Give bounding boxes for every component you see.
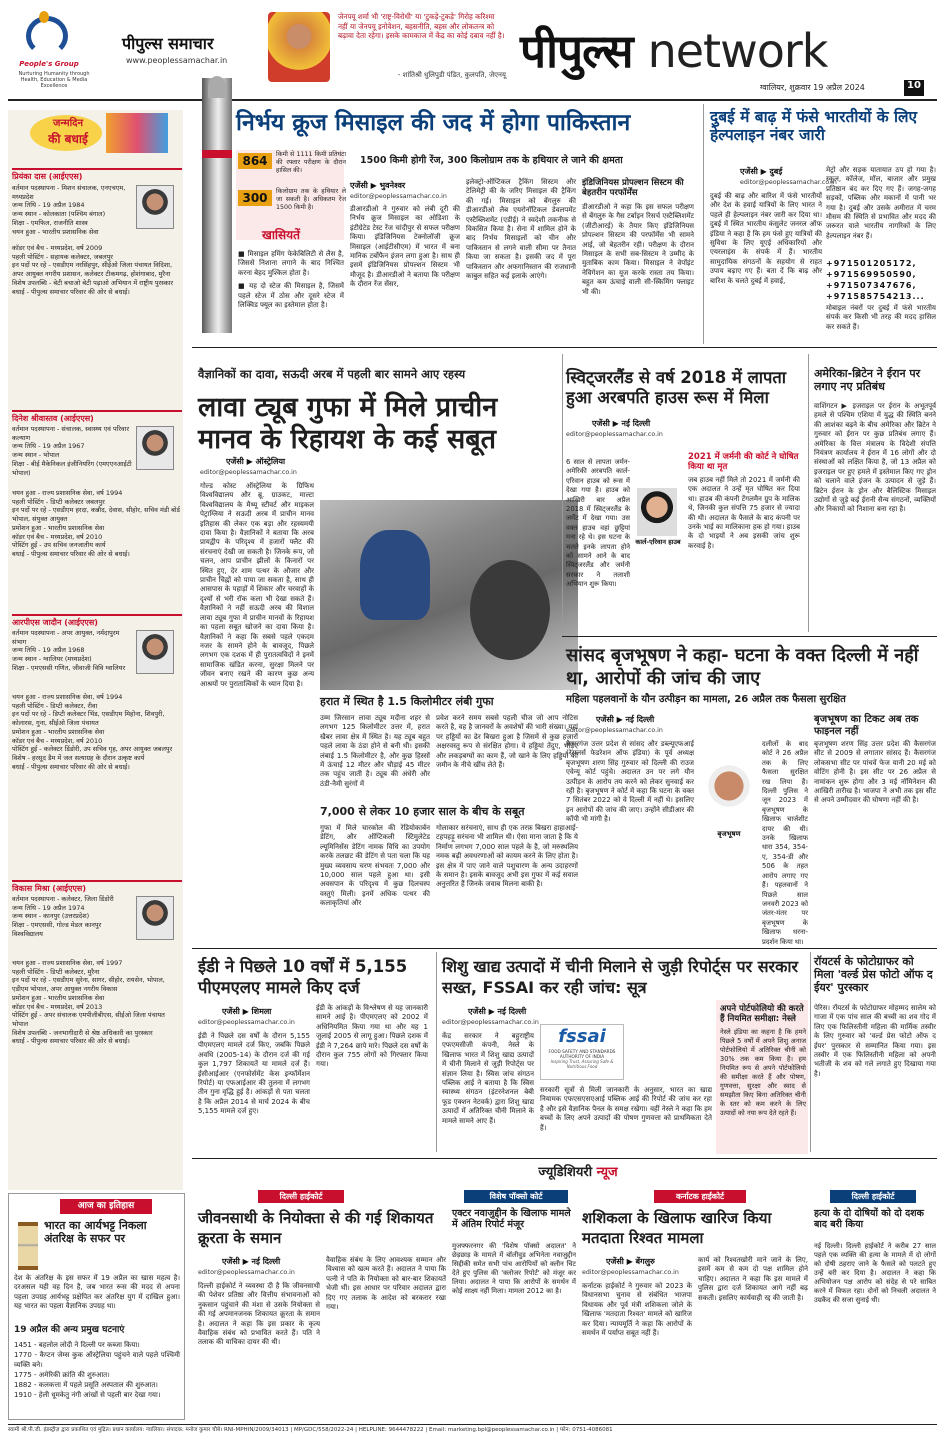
history-subhead: 19 अप्रैल की अन्य प्रमुख घटनाएं	[14, 1325, 125, 1335]
judiciary-title-a: ज्यूडिशियरी	[538, 1165, 593, 1180]
judiciary-email-1[interactable]: editor@peoplessamachar.co.in	[198, 1269, 295, 1276]
detail-line: पोस्टिंग हुई - उप सचिव जनजातीय कार्य	[12, 541, 106, 550]
person-details	[12, 184, 134, 236]
history-event: 1775 - अमेरिकी क्रांति की शुरुआत।	[14, 1371, 110, 1379]
quote-author-photo	[268, 12, 330, 82]
dubai-email[interactable]: editor@peoplessamachar.co.in	[740, 179, 837, 186]
detail-line: पहली पोस्टिंग - डिप्टी कलेक्टर जबलपुर	[12, 497, 105, 506]
haub-photo-caption: कार्ल-एरिवान हाउब	[635, 538, 681, 546]
haub-email[interactable]: editor@peoplessamachar.co.in	[566, 431, 663, 438]
iran-col1: वाशिंगटन ▶ इजराइल पर ईरान के अभूतपूर्व हमले से पश्चिम एशिया में युद्ध की स्थिति बनने की आशंका बढ़ने के बीच अमेरिका और ब्रिटेन ने गुरुवार को ईरान पर कुछ प्रतिबंध लगाए हैं। अमेरिका के वित्त मंत्रालय के विदेशी संपत्ति नियंत्रण कार्यालय ने ईरान में 16 लोगों और दो संस्थाओं को लक्षित किया है, जो 13 अप्रैल को इजराइल पर हुए हमले में इस्तेमाल किए गए ड्रोन को चलाने वाले इंजन के उत्पादन से जुड़े हैं। ब्रिटेन ईरान के ड्रोन और बैलिस्टिक मिसाइल उद्योगों से जुड़े कई ईरानी सैन्य संगठनों, व्यक्तियों और निकायों को निशाना बना रहा है।	[814, 402, 936, 514]
missile-col3: डीआरडीओ ने कहा कि इस सफल परीक्षण से बेंगलुरु के गैस टर्बाइन रिसर्च एस्टैब्लिशमेंट (जीटीआरई) के तैयार किए इंडिजिनियस प्रोपल्शन सिस्टम की परफॉर्मेंस भी सामने आई, जो बेहतरीन रही। परीक्षण के दौरान मिसाइल के सभी सब-सिस्टम ने उम्मीद के मुताबिक काम किया। मिसाइल ने वेपॉइंट नेविगेशन का यूज करके रास्ता तय किया। बहुत कम ऊंचाई वाली सी-स्किमिंग फ्लाइट भी की।	[582, 203, 694, 296]
dubai-headline: दुबई में बाढ़ में फंसे भारतीयों के लिए हेल्पलाइन नंबर जारी	[710, 108, 918, 145]
fssai-col1: केंद्र सरकार ने बहुराष्ट्रीय एफएमसीजी कंपनी, नेस्ले के खिलाफ भारत में शिशु खाद्य उत्पादों में चीनी मिलाने से जुड़ी रिपोर्ट्स पर संज्ञान लिया है। स्विस जांच संगठन पब्लिक आई ने बताया है कि स्विस स्वास्थ्य संगठन (इंटरनेशनल बेबी फूड एक्शन नेटवर्क) द्वारा शिशु खाद्य उत्पादों में अतिरिक्त चीनी मिलाने के मामले सामने आए हैं।	[442, 1032, 534, 1125]
detail-line: जन्म स्थान - कोलकाता (पश्चिम बंगाल)	[12, 210, 106, 219]
fssai-logo-text: fssai	[558, 1026, 606, 1047]
detail-line: बधाई - पीपुल्स समाचार परिवार की ओर से बधाई।	[12, 762, 130, 771]
person-name: दिनेश श्रीवास्तव (आईएएस)	[12, 410, 182, 424]
footer-imprint: स्वामी श्री.पी.जी. इंडस्ट्रीज़ द्वारा प्रकाशित एवं मुद्रित। प्रधान कार्यालय: ग्वालियर। संपादक: मनोज कुमार चौबे। RNI-MPHIN/2009/34013 | MP/GDC/558/2022-24 | HELPLINE: 9644478222 | Email: marketing.bpl@peoplessamachar.co.in | फोन: 0751-4086081	[8, 1427, 613, 1433]
detail-line: जन्म तिथि - 19 अप्रैल 1968	[12, 646, 85, 655]
judiciary-email-3[interactable]: editor@peoplessamachar.co.in	[582, 1269, 679, 1276]
person-details-cont	[12, 244, 182, 296]
person-photo	[136, 426, 174, 470]
feature-item: ■ यह दो स्टेज की मिसाइल है, जिसमें पहले स्टेज में ठोस और दूसरे स्टेज में लिक्विड फ्यूल का इस्तेमाल होता है।	[238, 282, 344, 310]
section-rule	[192, 347, 937, 348]
detail-line: विशेष उपलब्धि - बेटी बचाओ बेटी पढ़ाओ अभियान में राष्ट्रीय पुरस्कार	[12, 278, 174, 287]
history-events	[14, 1340, 180, 1400]
judiciary-text-1b: वैवाहिक संबंध के लिए आवश्यक सम्मान और विश्वास को खत्म करते हैं। अदालत ने पाया कि पत्नी ने पति के नियोक्ता को बार-बार शिकायतें भेजी थीं। इस आधार पर परिवार अदालत द्वारा दिए गए तलाक के आदेश को बरकरार रखा गया।	[326, 1256, 446, 1312]
person-name: प्रियंका दास (आईएएस)	[12, 168, 182, 182]
missile-headline: निर्भय क्रूज मिसाइल की जद में होगा पाकिस्तान	[236, 110, 631, 136]
detail-line: जन्म स्थान - ग्वालियर (मध्यप्रदेश)	[12, 655, 92, 664]
detail-line: इन पदों पर रहे - एसडीएम सुरेना, सागर, सीहोर, रायसेन, भोपाल, एडीएम भोपाल, अपर आयुक्त नगरीय विकास	[12, 976, 165, 994]
history-headline: भारत का आर्यभट्ट निकला अंतरिक्ष के सफर पर	[44, 1219, 147, 1245]
brij-col2: दलीलों के बाद कोर्ट ने 26 अप्रैल तक के लिए फैसला सुरक्षित रख लिया है। दिल्ली पुलिस ने जून 2023 में बृजभूषण के खिलाफ चार्जशीट दायर की थी। उनके खिलाफ धारा 354, 354-ए, 354-डी और 506 के तहत आरोप लगाए गए हैं। पहलवानों ने पिछले साल जनवरी 2023 को जंतर-मंतर पर बृजभूषण के खिलाफ धरना-प्रदर्शन किया था।	[762, 740, 808, 946]
detail-line: वर्तमान पदस्थापना - संचालक, स्वास्थ्य एवं परिवार कल्याण	[12, 425, 129, 442]
judiciary-text-3: कर्नाटक हाईकोर्ट ने गुरुवार को 2023 के विधानसभा चुनाव से संबंधित भाजपा विधायक और पूर्व मंत्री शशिकला जोले के खिलाफ 'मतदाता रिश्वत' मामले को खारिज कर दिया। न्यायमूर्ति ने कहा कि आरोपों के समर्थन में पर्याप्त सबूत नहीं हैं।	[582, 1282, 692, 1338]
detail-line: वर्तमान पदस्थापना - मिशन संचालक, एनएचएम, मध्यप्रदेश	[12, 184, 126, 201]
history-event: 1770 - कैप्टन जेम्स कुक ऑस्ट्रेलिया पहुंचने वाले पहले पश्चिमी व्यक्ति बने।	[14, 1351, 180, 1369]
missile-stripe	[202, 150, 232, 158]
detail-line: पहली पोस्टिंग - डिप्टी कलेक्टर, मुरैना	[12, 967, 100, 976]
stat2-number: 300	[238, 190, 272, 206]
birthday-title-a: जन्मदिन	[52, 118, 84, 129]
detail-line: शिक्षा - एमफिल, राजनीति शास्त्र	[12, 218, 88, 227]
nestle-text: नेस्ले इंडिया का कहना है कि हमने पिछले 5 वर्षों में अपने शिशु अनाज पोर्टफोलियो में अतिरिक्त चीनी को 30% तक कम किया है। हम नियमित रूप से अपने पोर्टफोलियो की समीक्षा करते हैं और पोषण, गुणवत्ता, सुरक्षा और स्वाद से समझौता किए बिना अतिरिक्त चीनी के स्तर को कम करने के लिए उत्पादों को नया रूप देते रहते हैं।	[720, 1028, 806, 1117]
detail-line: प्रमोशन हुआ - भारतीय प्रशासनिक सेवा	[12, 523, 105, 532]
history-event: 1882 - कलकत्ता में पहले प्रसूति अस्पताल की शुरुआत।	[14, 1381, 158, 1389]
haub-agency: एजेंसी ▶ नई दिल्ली	[592, 419, 651, 428]
detail-line: कॉडर एवं बैच - मध्यप्रदेश, वर्ष 2010	[12, 736, 103, 745]
section-title-network: network	[647, 24, 828, 78]
person-details	[12, 895, 134, 939]
detail-line: जन्म तिथि - 19 अप्रैल 1967	[12, 442, 85, 451]
judiciary-headline-2: एक्टर नवाजुद्दीन के खिलाफ मामले में अंतिम रिपोर्ट मंजूर	[452, 1208, 571, 1231]
cave-sub1: हरात में स्थित है 1.5 किलोमीटर लंबी गुफा	[320, 695, 494, 708]
judiciary-text-1: दिल्ली हाईकोर्ट ने व्यवस्था दी है कि जीवनसाथी की पेशेवर प्रतिष्ठा और वित्तीय संभावनाओं को नुकसान पहुंचाने की मंशा से उसके नियोक्ता से की गई अपमानजनक शिकायत क्रूरता के समान है। अदालत ने कहा कि इस प्रकार के कृत्य वैवाहिक संबंध को प्रभावित करते हैं। पति ने तलाक की याचिका दायर की थी।	[198, 1282, 320, 1347]
missile-image	[202, 78, 232, 333]
detail-line: शिक्षा - बीई मैकेनिकल इंजीनियरिंग (एमएएनआईटी भोपाल)	[12, 459, 132, 477]
detail-line: पोस्टिंग हुई - कलेक्टर डिंडोरी, उप सचिव गृह, अपर आयुक्त जबलपुर	[12, 745, 173, 754]
group-tagline: Nurturing Humanity through Health, Education & Media Excellence	[18, 71, 90, 89]
detail-line: शिक्षा - एमएससी गणित, जीवाजी विवि ग्वालियर	[12, 663, 126, 672]
phone-number[interactable]: +971501205172,	[826, 259, 917, 268]
detail-line: वर्तमान पदस्थापना - कलेक्टर, जिला डिंडोरी	[12, 895, 114, 903]
detail-line: बधाई - पीपुल्स समाचार परिवार की ओर से बधाई।	[12, 549, 130, 558]
birthday-person-3	[12, 614, 182, 628]
fssai-logo	[540, 1024, 624, 1080]
brij-agency: एजेंसी ▶ नई दिल्ली	[596, 715, 655, 724]
history-text: देश के अंतरिक्ष के इस सफर में 19 अप्रैल का खास महत्व है। दरअसल यही वह दिन है, जब भारत रूस की मदद से अपना पहला उपग्रह आर्यभट्ट प्रक्षेपित कर अंतरिक्ष युग में दाखिल हुआ। यह भारत का पहला वैज्ञानिक उपग्रह था।	[14, 1274, 180, 1311]
detail-line: बधाई - पीपुल्स समाचार परिवार की ओर से बधाई।	[12, 287, 130, 296]
history-label: आज का इतिहास	[60, 1199, 152, 1214]
detail-line: वर्तमान पदस्थापना - अपर आयुक्त, नर्मदापुरम संभाग	[12, 629, 120, 646]
ed-headline: ईडी ने पिछले 10 वर्षों में 5,155 पीएमएलए मामले किए दर्ज	[198, 957, 408, 997]
detail-line: पहली पोस्टिंग - सहायक कलेक्टर, जबलपुर	[12, 252, 113, 261]
missile-col3-head: इंडिजिनियस प्रोपल्शन सिस्टम की बेहतरीन परफॉर्मेंस	[582, 178, 684, 199]
person-photo	[136, 185, 174, 229]
person-details-cont	[12, 693, 182, 771]
person-details	[12, 629, 134, 673]
reuters-headline: रॉयटर्स के फोटोग्राफर को मिला 'वर्ल्ड प्रेस फोटो ऑफ द ईयर' पुरस्कार	[814, 955, 933, 994]
detail-line: जन्म तिथि - 19 अप्रैल 1974	[12, 903, 85, 912]
section-rule	[192, 948, 937, 949]
detail-line: इन पदों पर रहे - एसडीएम हरदा, कन्नौद, देवास, सीहोर, सचिव मंडी बोर्ड भोपाल, संयुक्त आयुक्त	[12, 506, 180, 524]
cave-col5: गोलाकार सरंचनाएं, साथ ही एक तरफ़ बिखरा हाहाआई-टहपहड़ू सरंचना भी शामिल थी। ऐसा माना जाता है कि ये निर्माण लगभग 7,000 साल पहले के है, जो मरुस्थलिय नमक बढ़ी अवधरणाओं को कायम करने के लिए होता है। इस क्षेत्र में पाए जाने वाले पशुचारण के अन्य उदाहरणों के समान है। इसके बावजूद अभी इस गुफा में कई सवाल अनुत्तरित हैं जिनके जवाब मिलना बाकी है।	[436, 824, 578, 889]
judiciary-title-b: न्यूज	[596, 1165, 618, 1180]
column-divider	[436, 952, 437, 1152]
judiciary-text-4: नई दिल्ली। दिल्ली हाईकोर्ट ने करीब 27 साल पहले एक व्यक्ति की हत्या के मामले में दो लोगों को दोषी ठहराए जाने के फैसले को पलटते हुए उन्हें बरी कर दिया है। अदालत ने कहा कि अभियोजन पक्ष आरोप को संदेह से परे साबित करने में विफल रहा। दोनों को निचली अदालत ने उम्रकैद की सजा सुनाई थी।	[814, 1242, 936, 1304]
detail-line: चयन हुआ - राज्य प्रशासनिक सेवा, वर्ष 1994	[12, 489, 123, 497]
dubai-phones	[826, 258, 936, 302]
haub-photo	[637, 488, 677, 536]
ed-agency: एजेंसी ▶ शिमला	[222, 1007, 272, 1016]
judiciary-label-3: कर्नाटक हाईकोर्ट	[654, 1190, 746, 1203]
detail-line: चयन हुआ - राज्य प्रशासनिक सेवा, वर्ष 1997	[12, 959, 123, 967]
section-rule	[562, 636, 937, 637]
detail-line: चयन हुआ - राज्य प्रशासनिक सेवा, वर्ष 1994	[12, 693, 123, 701]
ed-col2: ईडी के आंकड़ों के विश्लेषण से यह जानकारी सामने आई है। पीएमएलए को 2002 में अधिनियमित किया गया था और यह 1 जुलाई 2005 से लागू हुआ। पिछले दशक में ईडी ने 7,264 छापे मारे। पिछले दस वर्षों के दौरान कुल 755 लोगों को गिरफ्तार किया गया।	[316, 1004, 428, 1069]
detail-line: जन्म स्थान - भोपाल	[12, 451, 60, 460]
judiciary-agency-3: एजेंसी ▶ बेंगलुरु	[606, 1257, 655, 1266]
birthday-person-2	[12, 410, 182, 424]
dubai-agency: एजेंसी ▶ दुबई	[740, 167, 783, 176]
missile-agency: एजेंसी ▶ भुवनेश्वर	[350, 181, 406, 190]
detail-line: कॉडर एवं बैच - मध्यप्रदेश, वर्ष 2009	[12, 244, 103, 252]
missile-col2: इलेक्ट्रो-ऑप्टिकल ट्रैकिंग सिस्टम और टेलिमेट्री की के जरिए मिसाइल की ट्रैकिंग की गई। मिसाइल को बेंगलुरु की डीआरडीओ लैब एयरोनॉटिकल डेवलपमेंट एस्टैब्लिशमेंट (एडीई) ने स्वदेशी तकनीक से विकसित किया है। सेना में शामिल होने के बाद निर्भय मिसाइलों को चीन और पाकिस्तान से लगने वाली सीमा पर तैनात किया जा सकता है। इसकी जद में पूरा पाकिस्तान और अफगानिस्तान की राजधानी काबुल सहित कई इलाके आएंगे।	[466, 178, 576, 281]
cave-email[interactable]: editor@peoplessamachar.co.in	[200, 469, 297, 476]
quote-text: जेनपयू शर्मा भी 'राष्ट्र-विरोधी' या 'टुकड़े-टुकड़े' गिरोह करिश्मा नहीं या जेनपयू इनोवेशन, बहसनीति, बहस और लोकतन्त्र को बढ़ावा देता रहेगा। इसके कामकाज में केंद्र का कोई दबाव नहीं है।	[338, 12, 505, 41]
detail-line: प्रमोशन हुआ - भारतीय प्रशासनिक सेवा	[12, 727, 105, 736]
brij-email[interactable]: editor@peoplessamachar.co.in	[566, 727, 663, 734]
fssai-col2: सरकारी सूत्रों से मिली जानकारी के अनुसार, भारत का खाद्य नियामक एफएसएसएआई पब्लिक आई की रिपोर्ट की जांच कर रहा है और इसे वैज्ञानिक पैनल के समक्ष रखेगा। वहीं नेस्ले ने कहा कि हम बच्चों के लिए अपने उत्पादों की पोषण गुणवत्ता को प्राथमिकता देते हैं।	[540, 1086, 712, 1132]
cave-col3: प्रवेश करने समय सबसे पहली चीज जो आप नोटिस करते है, वह है जानवरों के अवशेषों की भारी संख्या। यहां पर हड्डियों का ढेर बिखरा हुआ है जिसमें से कुछ हजारों अक्षरवस्तु रूप से संरक्षित होगा। ये हड्डियां तेंदुए, भेड़िए और लकड़बग्घों का काम हैं, जो खाने के लिए हड्डियों को जमीन के नीचे खींच लेते हैं।	[436, 714, 578, 770]
fssai-headline: शिशु खाद्य उत्पादों में चीनी मिलाने से जुड़ी रिपोर्ट्स पर सरकार सख्त, FSSAI कर रही जांच: सूत्र	[442, 957, 799, 997]
detail-line: कॉडर एवं बैच - मध्यप्रदेश, वर्ष 2010	[12, 532, 103, 541]
judiciary-headline-4: हत्या के दो दोषियों को दो दशक बाद बरी किया	[814, 1208, 924, 1231]
judiciary-label-4: दिल्ली हाईकोर्ट	[830, 1190, 916, 1203]
hourglass-icon	[18, 1222, 38, 1270]
section-rule	[192, 1158, 937, 1159]
judiciary-title	[498, 1165, 658, 1180]
birthday-title-b: की बधाई	[48, 132, 88, 146]
fssai-logo-tag: Inspiring Trust, Assuring Safe & Nutritious Food	[550, 1059, 614, 1069]
quote-source: - शांतिश्री धुलिपुडी पंडित, कुलपति, जेएनयू	[397, 71, 506, 79]
judiciary-agency-1: एजेंसी ▶ नई दिल्ली	[222, 1257, 281, 1266]
detail-line: इन पदों पर रहे - एसडीएम नरसिंहपुर, सीईओ जिला पंचायत विदिशा, अपर आयुक्त नगरीय प्रशासन, कलेक्टर टीकमगढ़, होशंगाबाद, मुरैना	[12, 261, 173, 279]
detail-line: विशेष उपलब्धि - जनभागीदारी से श्रेष्ठ अधिकारी का पुरस्कार	[12, 1028, 153, 1037]
section-title	[520, 26, 827, 76]
judiciary-headline-3: शशिकला के खिलाफ खारिज किया मतदाता रिश्वत मामला	[582, 1209, 772, 1247]
detail-line: प्रमोशन हुआ - भारतीय प्रशासनिक सेवा	[12, 993, 105, 1002]
judiciary-headline-1: जीवनसाथी के नियोक्ता से की गई शिकायत क्रूरता के समान	[198, 1209, 434, 1247]
cave-agency: एजेंसी ▶ ऑस्ट्रेलिया	[226, 457, 286, 466]
judiciary-label-1: दिल्ली हाईकोर्ट	[258, 1190, 344, 1203]
feature-item: ■ मिसाइल हमिंग फेकेबिलिटी से लैस है, जिससे निशाना लगाने के बाद निश्चित करना बेहद मुश्किल होता है।	[238, 250, 344, 277]
detail-line: विशेष - हरसूद डैम में जल सत्याग्रह के दौरान उत्कृष्ट कार्य	[12, 753, 145, 762]
detail-line: बधाई - पीपुल्स समाचार परिवार की ओर से बधाई।	[12, 1037, 130, 1046]
history-event: 1910 - हेली धूमकेतु नंगी आंखों से पहली बार देखा गया।	[14, 1391, 161, 1399]
fssai-agency: एजेंसी ▶ नई दिल्ली	[468, 1007, 527, 1016]
features-title: खासियतें	[262, 228, 300, 242]
detail-line: इन पदों पर रहे - डिप्टी कलेक्टर भिंड, एसडीएम मिहोना, शिवपुरी, कोलारस, गुना, सीईओ जिला पंचायत	[12, 710, 165, 728]
issue-date: ग्वालियर, शुक्रवार 19 अप्रैल 2024	[760, 83, 865, 92]
dubai-col1: दुबई की बाढ़ और बारिश में फंसे भारतीयों और देश के हवाई यात्रियों के लिए भारत ने पहले ही हेल्पलाइन नंबर जारी कर दिया था। दुबई में स्थित भारतीय कंसुलेट जनरल ऑफ इंडिया ने कहा है कि हम फंसे हुए यात्रियों की सुविधा के लिए यूएई अधिकारियों और एयरलाइंस के संपर्क में हैं। भारतीय सामुदायिक संगठनों के सहयोग से राहत उपाय बढ़ाए गए हैं। बता दें कि बाढ़ और बारिश के चलते दुबई में हवाई,	[710, 192, 822, 285]
stat2-text: किलोग्राम तक के हथियार ले जा सकती है। अधिकतम रेंज 1500 किमी है।	[276, 188, 346, 211]
ed-col1: ईडी ने पिछले दस वर्षों के दौरान 5,155 पीएमएलए मामले दर्ज किए, जबकि पिछले अवधि (2005-14) के दौरान दर्ज की गई कुल 1,797 शिकायतें या मामले दर्ज हैं। ईसीआईआर (एनफोर्समेंट केस इन्फॉर्मेशन रिपोर्ट) या एफआईआर की तुलना में लगभग तीन गुना वृद्धि हुई है। आंकड़ों से पता चलता है कि अप्रैल 2014 से मार्च 2024 के बीच 5,155 मामले दर्ज हुए।	[198, 1032, 310, 1116]
person-details-cont	[12, 959, 182, 1046]
detail-line: जन्म तिथि - 19 अप्रैल 1984	[12, 201, 85, 210]
haub-subhead: 2021 में जर्मनी की कोर्ट ने घोषित किया था मृत	[688, 452, 799, 473]
haub-headline: स्विट्जरलैंड से वर्ष 2018 में लापता हुआ अरबपति हाउस रूस में मिला	[566, 368, 787, 407]
fssai-logo-sub: FOOD SAFETY AND STANDARDS AUTHORITY OF INDIA	[548, 1049, 616, 1059]
brij-side-col: बृजभूषण शरण सिंह उत्तर प्रदेश की कैसरगंज सीट से 2009 से लगातार सांसद हैं। कैसरगंज लोकसभा सीट पर पांचवें फेज यानी 20 मई को वोटिंग होनी है। इस सीट पर 26 अप्रैल से नामांकन शुरू होगा और 3 मई नॉमिनेशन की आखिरी तारीख है। भाजपा ने अभी तक इस सीट से अपने उम्मीदवार की घोषणा नहीं की है।	[814, 740, 936, 805]
detail-line: चयन हुआ - भारतीय प्रशासनिक सेवा	[12, 227, 99, 236]
cave-col4: गुफा में मिले चारकोल की रेडियोकार्बन डेटिंग, और ऑप्टिकली स्टिमुलेटेड ल्यूमिनिसेंस डेटिंग नामक विधि का उपयोग करके तलछट की डेटिंग से पता चला कि यह मुख्य व्यवसाय चरण संभवतः 7,000 और 10,000 साल पहले हुआ था। इसी अवसपान के परिदृश्य में कुछ दिलचस्प वस्तुएं मिली। इनमें अधिक पत्थर की कलाकृतियां और	[320, 824, 430, 908]
masthead-rule	[8, 99, 937, 101]
judiciary-label-2: विशेष पॉक्सो कोर्ट	[464, 1190, 568, 1203]
cave-photo	[320, 500, 578, 690]
page-number: 10	[904, 80, 924, 96]
feature-text: यह दो स्टेज की मिसाइल है, जिसमें पहले स्टेज में ठोस और दूसरे स्टेज में लिक्विड फ्यूल का इस्तेमाल होता है।	[238, 282, 344, 310]
phone-number[interactable]: +971569950590,	[826, 270, 917, 279]
person-name: विकास मिश्रा (आईएएस)	[12, 880, 182, 894]
phone-number[interactable]: +971507347676,	[826, 281, 917, 290]
group-name: People's Group	[19, 60, 79, 68]
dubai-col2-tail: मोबाइल नंबरों पर दुबई में फंसे भारतीय संपर्क कर किसी भी तरह की मदद हासिल कर सकते हैं।	[826, 304, 936, 331]
haub-col2: जब हाउब नहीं मिले तो 2021 में जर्मनी की एक अदालत ने उन्हें मृत घोषित कर दिया था। हाउब की कंपनी टेंगलमैन ग्रुप के मालिक थे, जिनकी कुल संपत्ति 75 हजार से ज्यादा की थी। अदालत के फैसले के बाद कंपनी पर उनके भाई का मालिकाना हक हो गया। हाउब के दो भाइयों ने अब इसकी जांच शुरू करवाई है।	[688, 476, 800, 550]
column-divider	[810, 952, 811, 1152]
feature-text: मिसाइल हमिंग फेकेबिलिटी से लैस है, जिससे निशाना लगाने के बाद निश्चित करना बेहद मुश्किल होता है।	[238, 250, 344, 277]
birthday-person-4	[12, 880, 182, 894]
dubai-col2: मेट्रो और सड़क यातायात ठप हो गया है। स्कूल, कॉलेज, मॉल, बाजार और प्रमुख प्रतिष्ठान बंद कर दिए गए हैं। जगह-जगह सड़कों, पब्लिक और मकानों में पानी भर गया है। दुबई और उसके अमीरात में चरम मौसम की स्थिति से प्रभावित और मदद की जरूरत वाले भारतीय नागरिकों के लिए हेल्पलाइन नंबर हैं।	[826, 166, 936, 240]
haub-col1: 6 साल से लापता जर्मन-अमेरिकी अरबपति कार्ल-एरिवान हाउब को रूस में देखा गया है। हाउब को आखिरी बार अप्रैल 2018 में स्विट्जरलैंड के जर्मेट में देखा गया। उस वक्त हाउब वहां छुट्टियां मना रहे थे। इस घटना के चलते इनके लापता होने को सामने आने के बाद स्विट्जरलैंड और जर्मनी सरकार ने तलाशी अभियान शुरू किया।	[566, 458, 630, 589]
judiciary-text-3b: कार्य को रिश्वतखोरी माने जाने के लिए, इसमें कम से कम दो पक्ष शामिल होने चाहिए। अदालत ने कहा कि इस मामले में पुलिस द्वारा दर्ज शिकायत आगे नहीं बढ़ सकती। इसलिए कार्यवाही रद्द की जाती है।	[698, 1256, 808, 1302]
paper-url[interactable]: www.peoplessamachar.in	[126, 56, 228, 65]
nestle-headline: अपने पोर्टफोलियो की करते हैं नियमित समीक्षा: नेस्ले	[720, 1004, 804, 1025]
missile-email[interactable]: editor@peoplessamachar.co.in	[350, 193, 447, 200]
cave-col1: गोल्ड कोस्ट ऑस्ट्रेलिया के ग्रिफिथ विश्वविद्यालय और ब्रू. ग्राउकट, माल्टा विश्वविद्यालय के मैथ्यू स्टीवर्ट और माइकल पेट्राग्लिया ने सऊदी अरब में प्राचीन मानव इतिहास की लेकर एक बड़ा और रहस्यमयी दावा किया है। वैज्ञानिकों ने बताया कि अरब प्रायद्वीप के परिदृश्य में हजारों फ्लैट की संरचनाएं देखी जा सकती है। जिनके रूप, जो चलन, आप प्राचीन झीलों के किनारों पर स्थित हुए, देर शाम पत्थर के औजार और प्राचीन चिह्नों को पाया जा सकता है, साथ ही आसपास के पहाड़ों में शिकार और चरवाहों के दृश्यों से भरी रॉक कला भी देखा सकते हैं। वैज्ञानिकों ने नहीं सऊदी अरब की विशाल लावा ट्यूब गुफा में प्राचीन मानवों के रिहायश का पहला सबूत खोजने का दावा किया है। वैज्ञानिकों ने कहा कि सबसे पहले एकदम नजर के सामने होने के बावजूद, पिछले लगभग एक दशक में ही पुरातत्वविदों ने इनमें सामाजिक खंडित करना, सुरक्षा मिलने पर जीवन बनाए रखने की कारण कुछ अन्य आश्रयों पर पुरातात्विकों के ध्यान दिया है।	[200, 482, 314, 688]
detail-line: पोस्टिंग हुई - अपर संचालक एमपीलीबीएस, सीईओ जिला पंचायत भोपाल	[12, 1011, 165, 1028]
iran-headline: अमेरिका-ब्रिटेन ने ईरान पर लगाए नए प्रतिबंध	[814, 367, 921, 393]
person-details	[12, 425, 134, 477]
missile-subhead: 1500 किमी होगी रेंज, 300 किलोग्राम तक के हथियार ले जाने की क्षमता	[360, 155, 623, 166]
ed-email[interactable]: editor@peoplessamachar.co.in	[198, 1019, 295, 1026]
column-divider	[808, 354, 809, 632]
section-title-hindi: पीपुल्स	[520, 24, 633, 78]
phone-number[interactable]: +971585754213...	[826, 292, 925, 301]
brij-subhead: महिला पहलवानों के यौन उत्पीड़न का मामला, 26 अप्रैल तक फैसला सुरक्षित	[566, 694, 846, 705]
column-divider	[562, 354, 563, 632]
person-photo	[136, 630, 174, 674]
cave-headline: लावा ट्यूब गुफा में मिले प्राचीन मानव के रिहायश के कई सबूत	[198, 392, 498, 455]
detail-line: शिक्षा - एमएससी, गोल्ड मेडल कानपुर विश्वविद्यालय	[12, 921, 102, 938]
stat1-text: किमी से 1111 किमी प्रतिघंटा की रफ्तार परीक्षण के दौरान हासिल की।	[276, 151, 346, 174]
stat1-number: 864	[238, 153, 272, 169]
detail-line: जन्म स्थान - कानपुर (उत्तरप्रदेश)	[12, 912, 90, 921]
missile-col1: डीआरडीओ ने गुरुवार को लंबी दूरी की निर्भय क्रूज मिसाइल का ओडिशा के इंटीग्रेटेड टेस्ट रेंज चांदीपुर से सफल परीक्षण किया। इंडिजिनियस टेक्नोलॉजी क्रूज मिसाइल (आईटीसीएम) में भारत में बना मानिक टर्बोफैन इंजन लगा हुआ है। साथ ही इसमें इंडिजिनियस प्रोपल्शन सिस्टम भी मौजूद है। डीआरडीओ ने बताया कि परीक्षण के दौरान रेंज सेंसर,	[350, 205, 460, 289]
judiciary-text-2: मुजफ्फरनगर की 'विशेष पॉक्सो अदालत' ने छेड़छाड़ के मामले में बॉलीवुड अभिनेता नवाजुद्दीन सिद्दीकी समेत सभी पांच आरोपियों को क्लीन चिट देते हुए पुलिस की 'क्लोजर रिपोर्ट' को मंजूर कर लिया। अदालत ने पाया कि आरोपों के समर्थन में कोई साक्ष्य नहीं मिला। मामला 2012 का है।	[452, 1242, 576, 1295]
history-event: 1451 - बहलोल लोदी ने दिल्ली पर कब्जा किया।	[14, 1341, 140, 1349]
person-details-cont	[12, 489, 182, 559]
cave-sub2: 7,000 से लेकर 10 हजार साल के बीच के सबूत	[320, 805, 525, 818]
detail-line: पहली पोस्टिंग - डिप्टी कलेक्टर, रीवा	[12, 701, 98, 710]
reuters-text: पेरिस। रॉयटर्स के फोटोग्राफर मोहम्मद सालेम को गाजा में एक पांच साल की बच्ची का शव गोद में लिए एक फिलिस्तीनी महिला की मार्मिक तस्वीर के लिए गुरुवार को 'वर्ल्ड प्रेस फोटो ऑफ द ईयर' पुरस्कार से सम्मानित किया गया। इस तस्वीर में एक फिलिस्तीनी महिला को अपनी भतीजी के शव को गले लगाते हुए दिखाया गया है।	[814, 1004, 936, 1078]
brij-side-headline: बृजभूषण का टिकट अब तक फाइनल नहीं	[814, 714, 919, 737]
brij-photo-caption: बृजभूषण	[717, 830, 741, 838]
birthday-person-1	[12, 168, 182, 182]
person-name: आरपीएस जादौन (आईएएस)	[12, 614, 182, 628]
cave-col2: उम्म जिरसान लावा ट्यूब मदीना शहर से लगभग 125 किलोमीटर उत्तर में, हरात खैबर लावा क्षेत्र में स्थित है। यह ट्यूब बहुत पहले लावा के ठंडा होने से बनी थी। इसकी लंबाई 1.5 किलोमीटर है, और कुछ हिस्सों में ऊंचाई 12 मीटर और चौड़ाई 45 मीटर तक पहुंच जाती है। ट्यूब की अंधेरी और ठंडी-नैमी सुरंगों में	[320, 714, 430, 788]
person-photo	[136, 896, 174, 940]
footer-rule	[8, 1424, 937, 1425]
features-list	[238, 250, 344, 310]
column-divider	[703, 104, 704, 344]
detail-line: कॉडर एवं बैच - मध्यप्रदेश, वर्ष 2013	[12, 1002, 103, 1011]
paper-logo: पीपुल्स समाचार	[122, 34, 214, 53]
balloons-image	[106, 113, 168, 153]
cave-kicker: वैज्ञानिकों का दावा, सऊदी अरब में पहली बार सामने आए रहस्य	[198, 367, 466, 381]
brij-headline: सांसद बृजभूषण ने कहा- घटना के वक्त दिल्ली में नहीं था, आरोपों की जांच की जाए	[566, 645, 919, 689]
brij-col1: कैसरगंज उत्तर प्रदेश से सांसद और डब्ल्यूएफआई (रेसलर्स फेडरेशन ऑफ इंडिया) के पूर्व अध्यक्ष बृजभूषण शरण सिंह गुरुवार को दिल्ली की राउज एवेन्यू कोर्ट पहुंचे। अदालत उन पर लगे यौन उत्पीड़न के आरोप तय करने को लेकर सुनवाई कर रही है। बृजभूषण ने कोर्ट में कहा कि घटना के वक्त 7 सितंबर 2022 को वे दिल्ली में नहीं थे। इसलिए इन आरोपों की जांच की जाए। उन्होंने सीडीआर की कॉपी भी मांगी है।	[566, 740, 694, 824]
peoples-group-logo	[26, 16, 68, 56]
fssai-email[interactable]: editor@peoplessamachar.co.in	[442, 1019, 539, 1026]
